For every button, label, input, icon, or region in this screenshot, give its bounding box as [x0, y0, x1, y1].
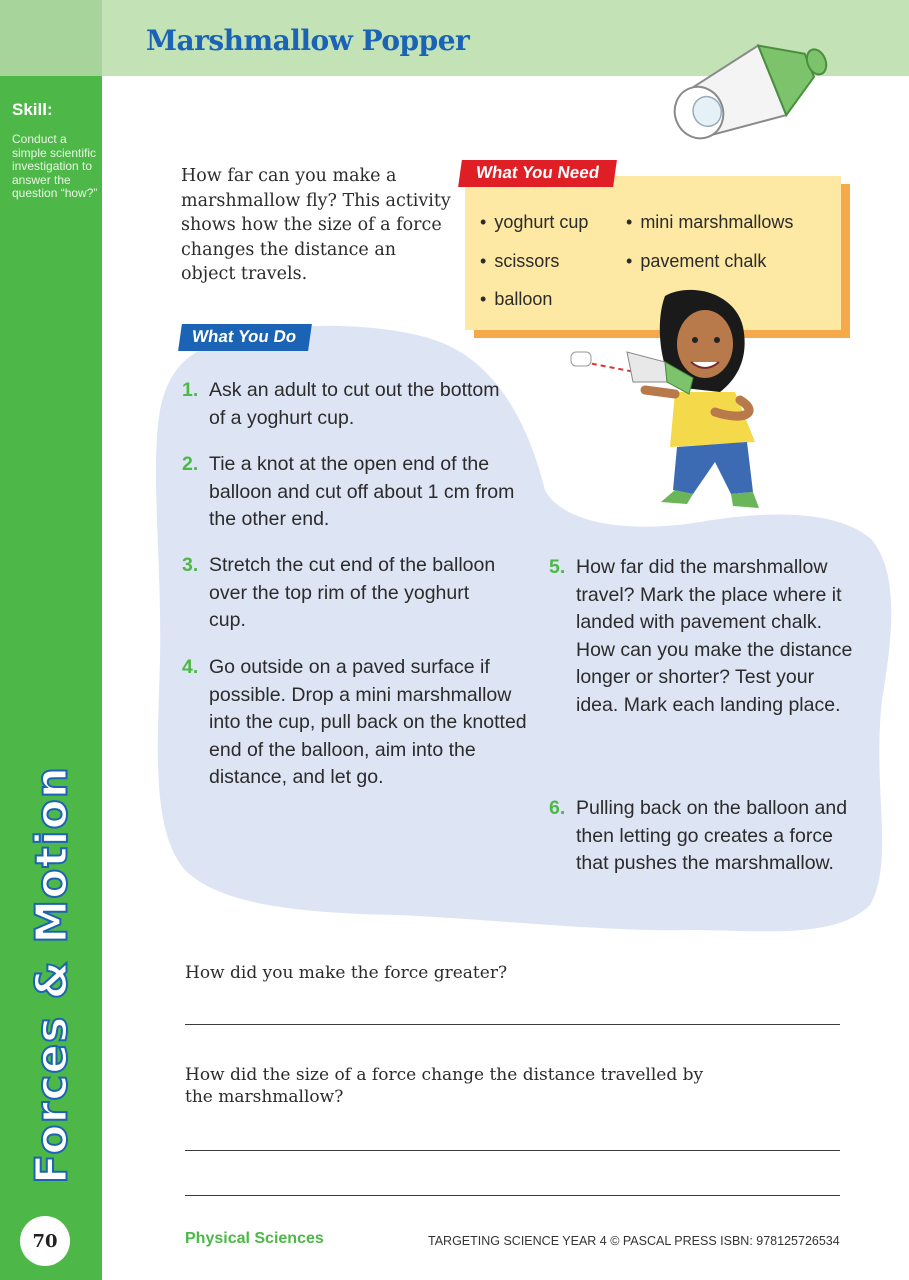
- section-title-vertical: Forces & Motion: [26, 765, 78, 1185]
- skill-label: Skill:: [12, 100, 53, 119]
- need-item: • mini marshmallows: [626, 212, 794, 232]
- step-2: 2. Tie a knot at the open end of the balloon and cut off about 1 cm from the other end.: [182, 453, 515, 531]
- answer-line[interactable]: [185, 1150, 840, 1151]
- step-3: 3. Stretch the cut end of the balloon over the top rim of the yoghurt cup.: [182, 554, 496, 632]
- step-5: 5. How far did the marshmallow travel? Mark the place where it landed with pavement chalk. How can you make the distance longer or shorter? Test your idea. Mark each landing place.: [549, 556, 853, 716]
- answer-line[interactable]: [185, 1024, 840, 1025]
- page-number: 70: [20, 1216, 70, 1266]
- need-item: • pavement chalk: [626, 251, 767, 271]
- need-item: • yoghurt cup: [480, 212, 589, 232]
- page-title: Marshmallow Popper: [146, 24, 470, 57]
- need-item: • balloon: [480, 289, 553, 309]
- need-item: • scissors: [480, 251, 560, 271]
- answer-line[interactable]: [185, 1195, 840, 1196]
- step-1: 1. Ask an adult to cut out the bottom of a yoghurt cup.: [182, 379, 500, 429]
- skill-description: Conduct a simple scientific investigation to answer the question “how?”: [12, 132, 98, 200]
- question-2: How did the size of a force change the distance travelled by the marshmallow?: [185, 1065, 704, 1107]
- need-heading: What You Need: [458, 160, 617, 187]
- do-heading: What You Do: [178, 324, 312, 351]
- question-1: How did you make the force greater?: [185, 963, 508, 983]
- intro-text: How far can you make a marshmallow fly? This activity shows how the size of a force changes the distance an object travels.: [181, 166, 451, 284]
- step-6: 6. Pulling back on the balloon and then letting go creates a force that pushes the marshmallow.: [549, 797, 848, 875]
- step-4: 4. Go outside on a paved surface if possible. Drop a mini marshmallow into the cup, pull back on the knotted end of the balloon, aim into the distance, and let go.: [182, 656, 527, 789]
- footer-copyright: TARGETING SCIENCE YEAR 4 © PASCAL PRESS ISBN: 978125726534: [428, 1234, 840, 1248]
- girl-illustration: [565, 282, 785, 522]
- footer-section: Physical Sciences: [185, 1230, 324, 1247]
